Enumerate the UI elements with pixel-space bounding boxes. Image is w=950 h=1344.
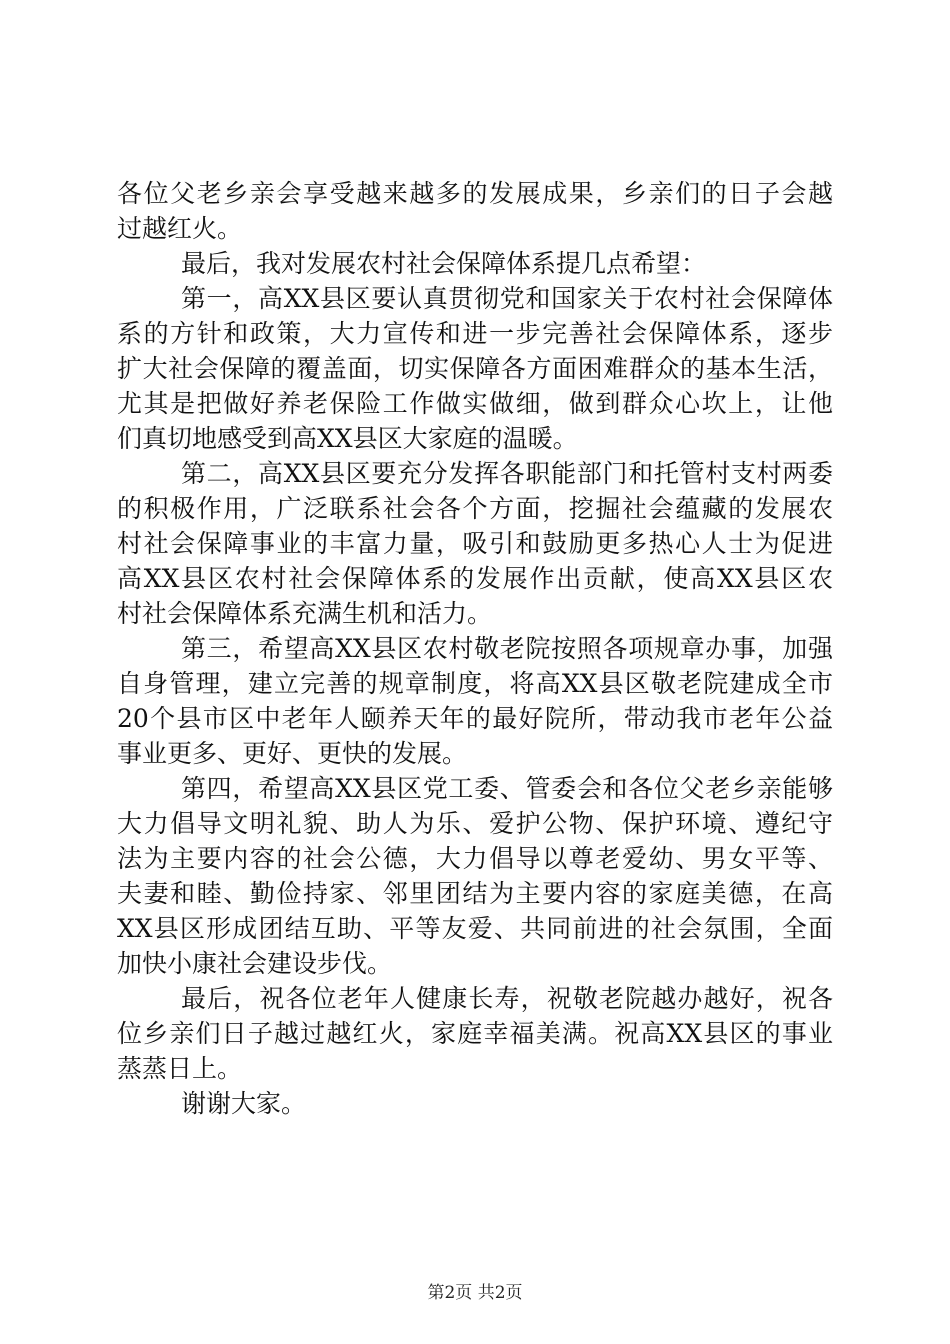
text-line: 村社会保障事业的丰富力量，吸引和鼓励更多热心人士为促进 — [117, 529, 833, 558]
text-line: 各位父老乡亲会享受越来越多的发展成果，乡亲们的日子会越 — [117, 179, 833, 208]
paragraph — [117, 1086, 833, 1121]
text-line: 村社会保障体系充满生机和活力。 — [117, 599, 493, 628]
text-line: 夫妻和睦、勤俭持家、邻里团结为主要内容的家庭美德，在高 — [117, 879, 833, 908]
paragraph — [117, 246, 833, 281]
paragraph — [117, 981, 833, 1086]
text-line: 20个县市区中老年人颐养天年的最好院所，带动我市老年公益 — [117, 704, 833, 733]
text-line: 第四，希望高XX县区党工委、管委会和各位父老乡亲能够 — [181, 774, 833, 803]
text-line: 事业更多、更好、更快的发展。 — [117, 739, 468, 768]
text-line: 加快小康社会建设步伐。 — [117, 949, 393, 978]
paragraph — [117, 281, 833, 456]
text-line: 第二，高XX县区要充分发挥各职能部门和托管村支村两委 — [181, 459, 833, 488]
text-line: 的积极作用，广泛联系社会各个方面，挖掘社会蕴藏的发展农 — [117, 494, 833, 523]
text-line: 最后，祝各位老年人健康长寿，祝敬老院越办越好，祝各 — [181, 984, 833, 1013]
paragraph — [117, 176, 833, 246]
text-line: 高XX县区农村社会保障体系的发展作出贡献，使高XX县区农 — [117, 564, 833, 593]
paragraph — [117, 631, 833, 771]
text-line: 第一，高XX县区要认真贯彻党和国家关于农村社会保障体 — [181, 284, 833, 313]
page-footer: 第2页 共2页 — [427, 1283, 523, 1303]
text-line: 蒸蒸日上。 — [117, 1054, 243, 1083]
text-line: 们真切地感受到高XX县区大家庭的温暖。 — [117, 424, 578, 453]
text-line: 最后，我对发展农村社会保障体系提几点希望： — [181, 249, 707, 278]
text-line: XX县区形成团结互助、平等友爱、共同前进的社会氛围，全面 — [117, 914, 833, 943]
text-line: 第三，希望高XX县区农村敬老院按照各项规章办事，加强 — [181, 634, 833, 663]
text-line: 大力倡导文明礼貌、助人为乐、爱护公物、保护环境、遵纪守 — [117, 809, 833, 838]
paragraph — [117, 771, 833, 981]
document-body — [117, 176, 833, 1121]
text-line: 谢谢大家。 — [181, 1089, 307, 1118]
text-line: 系的方针和政策，大力宣传和进一步完善社会保障体系，逐步 — [117, 319, 833, 348]
text-line: 法为主要内容的社会公德，大力倡导以尊老爱幼、男女平等、 — [117, 844, 833, 873]
paragraph — [117, 456, 833, 631]
text-line: 位乡亲们日子越过越红火，家庭幸福美满。祝高XX县区的事业 — [117, 1019, 833, 1048]
text-line: 过越红火。 — [117, 214, 243, 243]
text-line: 扩大社会保障的覆盖面，切实保障各方面困难群众的基本生活， — [117, 354, 833, 383]
text-line: 自身管理，建立完善的规章制度，将高XX县区敬老院建成全市 — [117, 669, 833, 698]
text-line: 尤其是把做好养老保险工作做实做细，做到群众心坎上，让他 — [117, 389, 833, 418]
